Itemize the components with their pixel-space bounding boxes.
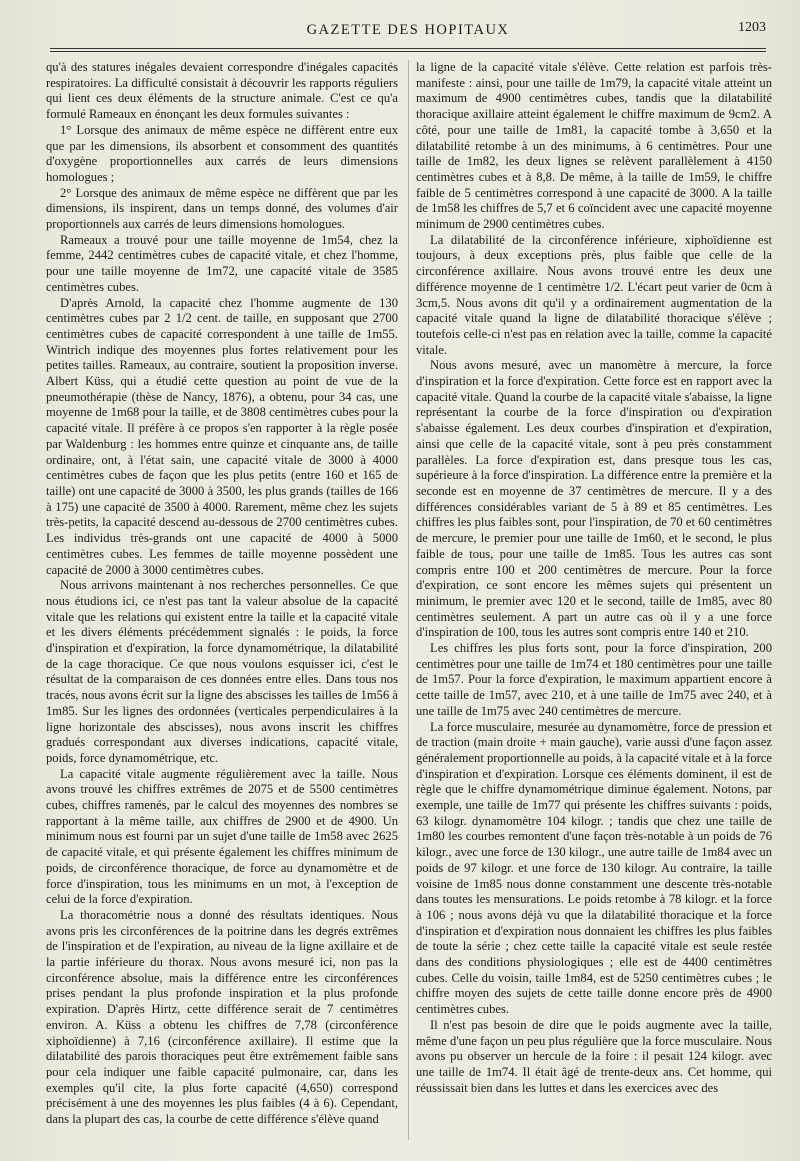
page-header xyxy=(50,22,766,46)
paragraph: Les chiffres les plus forts sont, pour la force d'inspiration, 200 centimètres pour une taille de 1m74 et 180 centimètres pour une taille de 1m57. Pour la force d'expiration, le maximum appartient encore à cette taille de 1m57, avec 210, et à une taille de 1m75 avec 240, et à une taille de 1m75 avec 240 centimètres de mercure. xyxy=(416,641,772,718)
paragraph: Il n'est pas besoin de dire que le poids augmente avec la taille, même d'une façon un peu plus régulière que la force musculaire. Nous avons pu observer un hercule de la foire : il pesait 124 kilogr. avec une taille de 1m74. Il était âgé de trente-deux ans. Cet homme, qui réussissait bien dans les luttes et dans les exercices avec des xyxy=(416,1017,772,1095)
right-column xyxy=(416,60,772,1096)
paragraph: Nous avons mesuré, avec un manomètre à mercure, la force d'inspiration et la force d'expiration. Cette force est en rapport avec la capacité vitale. Quand la courbe de la capacité vitale s'abaisse, la ligne représentant la courbe de la force d'inspiration ou d'expiration s'abaisse également. Les deux courbes d'inspiration et d'expiration, ainsi que celle de la capacité vitale, sont à peu près constamment parallèles. La force d'expiration est, dans presque tous les cas, supérieure à la force d'inspiration. La différence entre la première et la seconde est en moyenne de 37 centimètres de mercure. Il y a des différences considérables variant de 5 à 89 et 85 centimètres. Les chiffres les plus faibles sont, pour l'inspiration, de 70 et 60 centimètres de mercure, le premier pour une taille de 1m60, et le second, le plus faible de tous, pour une taille de 1m85. Tous les autres cas sont compris entre 100 et 200 centimètres de mercure. Pour la force d'expiration, ce sont encore les mêmes sujets qui présentent un minimum, le premier avec 120 et le second, taille de 1m85, avec 80 centimètres seulement. A part un autre cas où il y a une force d'inspiration de 100, tous les autres sont compris entre 140 et 210. xyxy=(416,358,772,640)
column-divider xyxy=(408,60,409,1140)
paragraph: Rameaux a trouvé pour une taille moyenne de 1m54, chez la femme, 2442 centimètres cubes de capacité vitale, et chez l'homme, pour une taille moyenne de 1m72, une capacité vitale de 3585 centimètres cubes. xyxy=(46,232,398,294)
paragraph: La force musculaire, mesurée au dynamomètre, force de pression et de traction (main droite + main gauche), varie aussi d'une façon assez généralement proportionnelle au poids, à la capacité vitale et à la force d'inspiration et d'expiration. Lorsque ces éléments dominent, il est de règle que le chiffre dynamométrique diminue également. Notons, par exemple, une taille de 1m77 qui présente les chiffres suivants : poids, 63 kilogr. dynamomètre 104 kilogr. ; tandis que chez une taille de 1m80 les courbes remontent d'une façon très-notable à un poids de 76 kilogr., avec une force de 130 kilogr., une autre taille de 1m84 avec un poids de 97 kilogr. et une force de 130 kilogr. Au contraire, la taille voisine de 1m85 nous donne constamment une descente très-notable dans toutes les mensurations. Le poids retombe à 78 kilogr. et la force à 106 ; nous avons déjà vu que la dilatabilité thoracique et la force d'inspiration et d'expiration nous donnaient les chiffres les plus faibles de toute la série ; chez cette taille la capacité vitale est seule restée dans des conditions physiologiques ; elle est de 4400 centimètres cubes. Celle du voisin, taille 1m84, est de 5250 centimètres cubes ; le chiffre moyen des sujets de cette taille donne encore près de 4900 centimètres cubes. xyxy=(416,719,772,1017)
journal-title: GAZETTE DES HOPITAUX xyxy=(306,22,510,38)
paragraph: 1° Lorsque des animaux de même espèce ne diffèrent entre eux que par les dimensions, ils absorbent et consomment des quantités d'oxygène proportionnelles aux carrés de leurs dimensions homologues ; xyxy=(46,122,398,184)
left-column xyxy=(46,60,398,1128)
paragraph: D'après Arnold, la capacité chez l'homme augmente de 130 centimètres cubes par 2 1/2 cent. de taille, en supposant que 2700 centimètres cubes de capacité correspondent à une taille de 1m55. Wintrich indique des moyennes plus fortes relativement pour les petites tailles. Rameaux, au contraire, soutient la proposition inverse. Albert Küss, qui a étudié cette question au point de vue de la pneumothérapie (thèse de Nancy, 1876), a obtenu, pour 34 cas, une moyenne de 1m68 pour la taille, et de 3808 centimètres cubes pour la capacité vitale. Il préfère à ce propos s'en rapporter à la règle posée par Waldenburg : les hommes entre quinze et cinquante ans, de taille ordinaire, ont, à l'état sain, une capacité vitale de 3000 à 4000 centimètres cubes de façon que les plus petits (entre 160 et 165 de taille) ont une capacité de 3000 à 3500, les plus grands (tailles de 166 à 175) une capacité de 3500 à 4000. Rarement, même chez les sujets très-petits, la capacité descend au-dessous de 2700 centimètres cubes. Les individus très-grands ont une capacité de 4000 à 5000 centimètres cubes. Les femmes de taille moyenne possèdent une capacité de 2000 à 3000 centimètres cubes. xyxy=(46,295,398,577)
paragraph: 2° Lorsque des animaux de même espèce ne diffèrent que par les dimensions, ils inspirent, dans un temps donné, des volumes d'air proportionnels aux carrés de leurs dimensions homologues. xyxy=(46,185,398,232)
header-rule xyxy=(50,51,766,52)
paragraph: Nous arrivons maintenant à nos recherches personnelles. Ce que nous étudions ici, ce n'est pas tant la valeur absolue de la capacité vitale que les relations qui existent entre la taille et la capacité vitale et les divers éléments précédemment signalés : le poids, la force d'inspiration et d'expiration, la force dynamométrique, la dilatabilité de la cage thoracique. Ce que nous voulons esquisser ici, c'est le résultat de la comparaison de ces données entre elles. Dans tous nos tracés, nous avons écrit sur la ligne des abscisses les tailles de 1m56 à 1m85. Sur les lignes des ordonnées (verticales perpendiculaires à la ligne horizontale des abscisses), nous avons inscrit les chiffres gradués correspondant aux diverses indications, capacité vitale, poids, force dynamométrique, etc. xyxy=(46,578,398,765)
header-rule xyxy=(50,48,766,49)
page-number: 1203 xyxy=(738,20,766,35)
paragraph: La dilatabilité de la circonférence inférieure, xiphoïdienne est toujours, à deux exceptions près, plus faible que celle de la circonférence axillaire. Nous avons trouvé entre les deux une différence moyenne de 1 centimètre 1/2. L'écart peut varier de 0cm à 3cm,5. Nous avons dit qu'il y a ordinairement augmentation de la capacité vitale quand la ligne de dilatabilité thoracique s'élève ; toutefois celle-ci n'est pas en relation avec la taille, comme la capacité vitale. xyxy=(416,232,772,357)
paragraph: La capacité vitale augmente régulièrement avec la taille. Nous avons trouvé les chiffres extrêmes de 2075 et de 5500 centimètres cubes, chiffres ramenés, par le calcul des moyennes des nombres se rapportant à la même taille, aux chiffres de 2900 et de 4900. Un minimum nous est fourni par un sujet d'une taille de 1m58 avec 2625 de capacité vitale, et qui présente également les chiffres minimum de poids, de circonférence thoracique, de force au dynamomètre et de force d'inspiration, tous les minimums en un mot, à l'exception de celui de la force d'expiration. xyxy=(46,766,398,907)
paragraph: qu'à des statures inégales devaient correspondre d'inégales capacités respiratoires. La difficulté consistait à découvrir les rapports réguliers qui lient ces deux éléments de la structure animale. C'est ce qu'a formulé Rameaux en énonçant les deux formules suivantes : xyxy=(46,60,398,122)
paragraph: la ligne de la capacité vitale s'élève. Cette relation est parfois très-manifeste : ainsi, pour une taille de 1m79, la capacité vitale atteint un maximum de 4900 centimètres cubes, tandis que la dilatabilité thoracique axillaire atteint également le chiffre maximum de 9cm2. A côté, pour une taille de 1m81, la capacité tombe à 3,650 et la dilatabilité retombe à un des minimums, à 6 centimètres. Pour une taille de 1m82, les deux lignes se relèvent parallèlement à 4150 centimètres cubes et à 8,8. De même, à la taille de 1m59, le chiffre faible de 5 centimètres correspond à une capacité de 3000. A la taille de 1m58 les chiffres de 5,7 et 6 coïncident avec une capacité moyenne minimum de 2900 centimètres cubes. xyxy=(416,60,772,232)
paragraph: La thoracométrie nous a donné des résultats identiques. Nous avons pris les circonférences de la poitrine dans les degrés extrêmes de l'inspiration et de l'expiration, au niveau de la ligne axillaire et de la partie inférieure du thorax. Nous avons mesuré ici, non pas la circonférence absolue, mais la différence entre les circonférences prises pendant la plus profonde inspiration et la plus profonde expiration. D'après Hirtz, cette différence serait de 7 centimètres environ. A. Küss a obtenu les chiffres de 7,78 (circonférence xiphoïdienne) à 7,16 (circonférence axillaire). Il estime que la dilatabilité des parois thoraciques peut être extrêmement faible sans pour cela indiquer une faible capacité pulmonaire, car, dans les exemples qu'il cite, la plus forte capacité (4,650) correspond précisément à une des moyennes les plus faibles (4 à 6). Cependant, dans la plupart des cas, la courbe de cette différence s'élève quand xyxy=(46,907,398,1127)
